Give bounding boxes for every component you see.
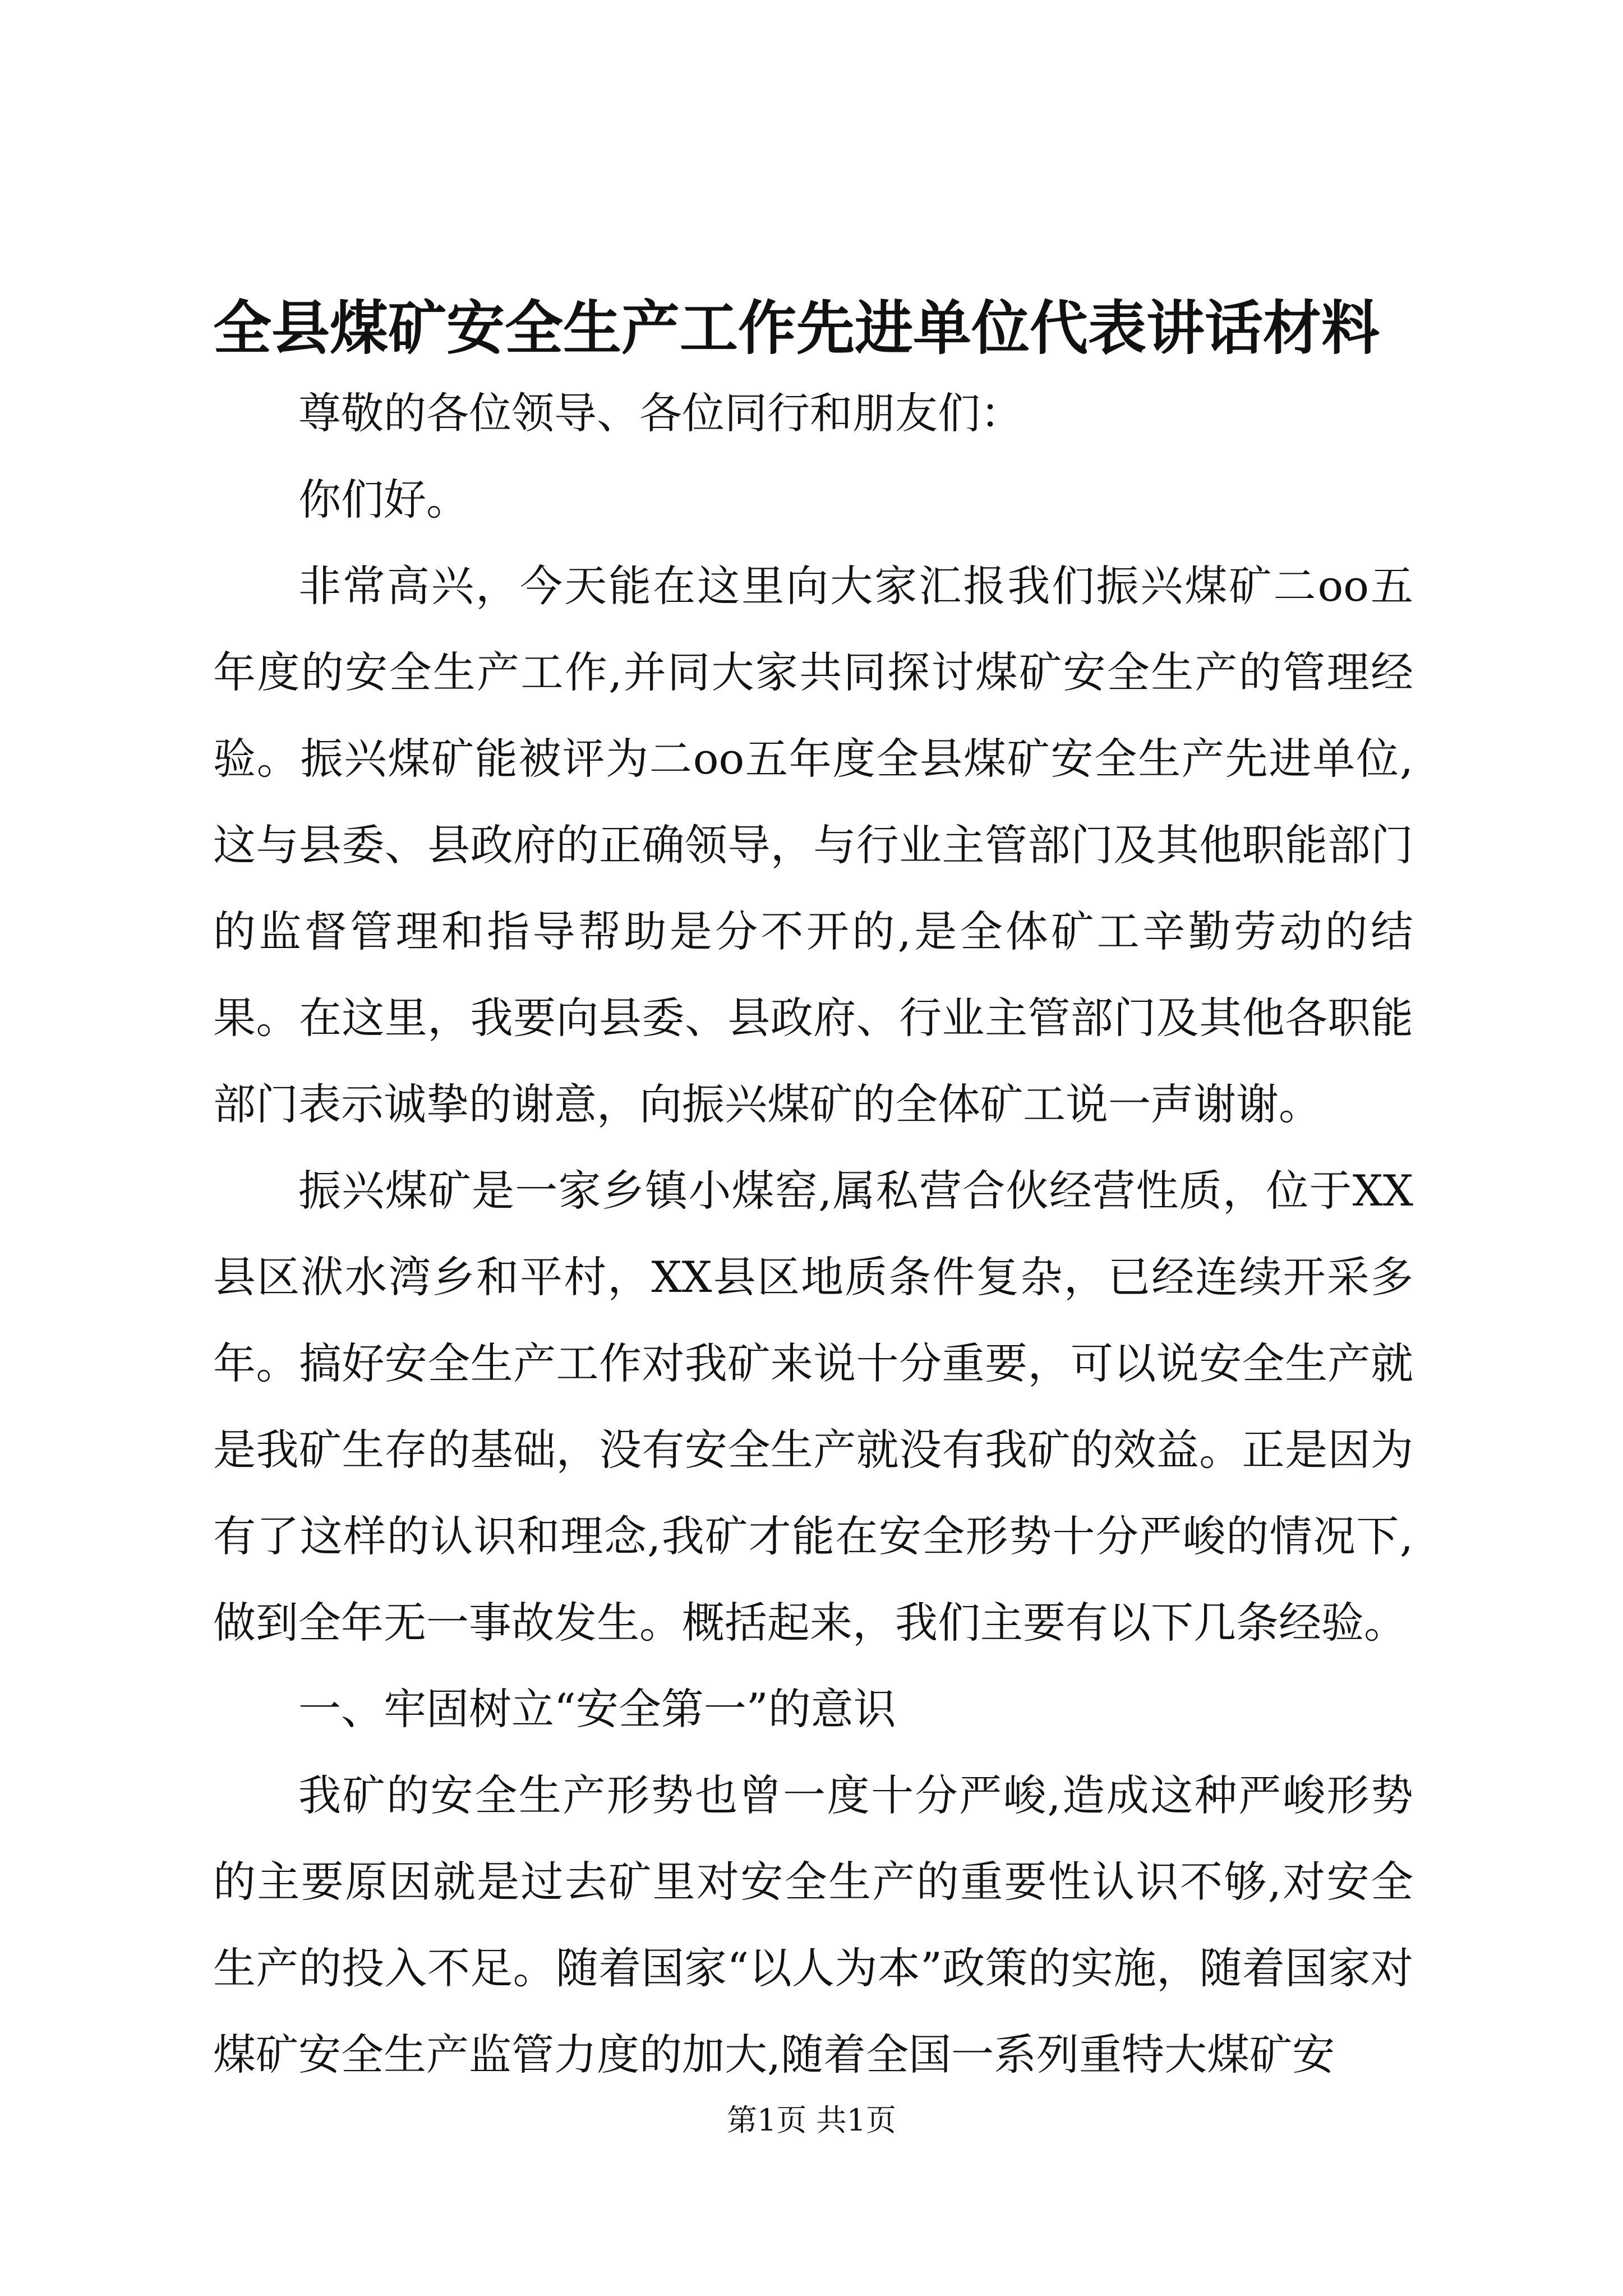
section-heading: 一、牢固树立“安全第一”的意识 bbox=[298, 1684, 896, 1734]
document-title: 全县煤矿安全生产工作先进单位代表讲话材料 bbox=[213, 293, 1380, 362]
page-footer: 第1页 共1页 bbox=[727, 2102, 896, 2138]
salutation-paragraph: 尊敬的各位领导、各位同行和朋友们： bbox=[298, 388, 1023, 438]
document-body bbox=[213, 370, 1413, 2098]
body-paragraph: 我矿的安全生产形势也曾一度十分严峻,造成这种严峻形势的主要原因就是过去矿里对安全生产的重要性认识不够,对安全生产的投入不足。随着国家“以人为本”政策的实施，随着国家对煤矿安全生产监管力度的加大,随着全国一系列重特大煤矿安 bbox=[213, 1770, 1413, 2079]
body-paragraph: 振兴煤矿是一家乡镇小煤窑,属私营合伙经营性质，位于XX县区洑水湾乡和平村，XX县区地质条件复杂，已经连续开采多年。搞好安全生产工作对我矿来说十分重要，可以说安全生产就是我矿生存的基础，没有安全生产就没有我矿的效益。正是因为有了这样的认识和理念,我矿才能在安全形势十分严峻的情况下,做到全年无一事故发生。概括起来，我们主要有以下几条经验。 bbox=[213, 1166, 1413, 1648]
body-paragraph: 非常高兴，今天能在这里向大家汇报我们振兴煤矿二oo五年度的安全生产工作,并同大家共同探讨煤矿安全生产的管理经验。振兴煤矿能被评为二oo五年度全县煤矿安全生产先进单位,这与县委、县政府的正确领导，与行业主管部门及其他职能部门的监督管理和指导帮助是分不开的,是全体矿工辛勤劳动的结果。在这里，我要向县委、县政府、行业主管部门及其他各职能部门表示诚挚的谢意，向振兴煤矿的全体矿工说一声谢谢。 bbox=[213, 561, 1413, 1129]
greeting-paragraph: 你们好。 bbox=[298, 475, 469, 524]
